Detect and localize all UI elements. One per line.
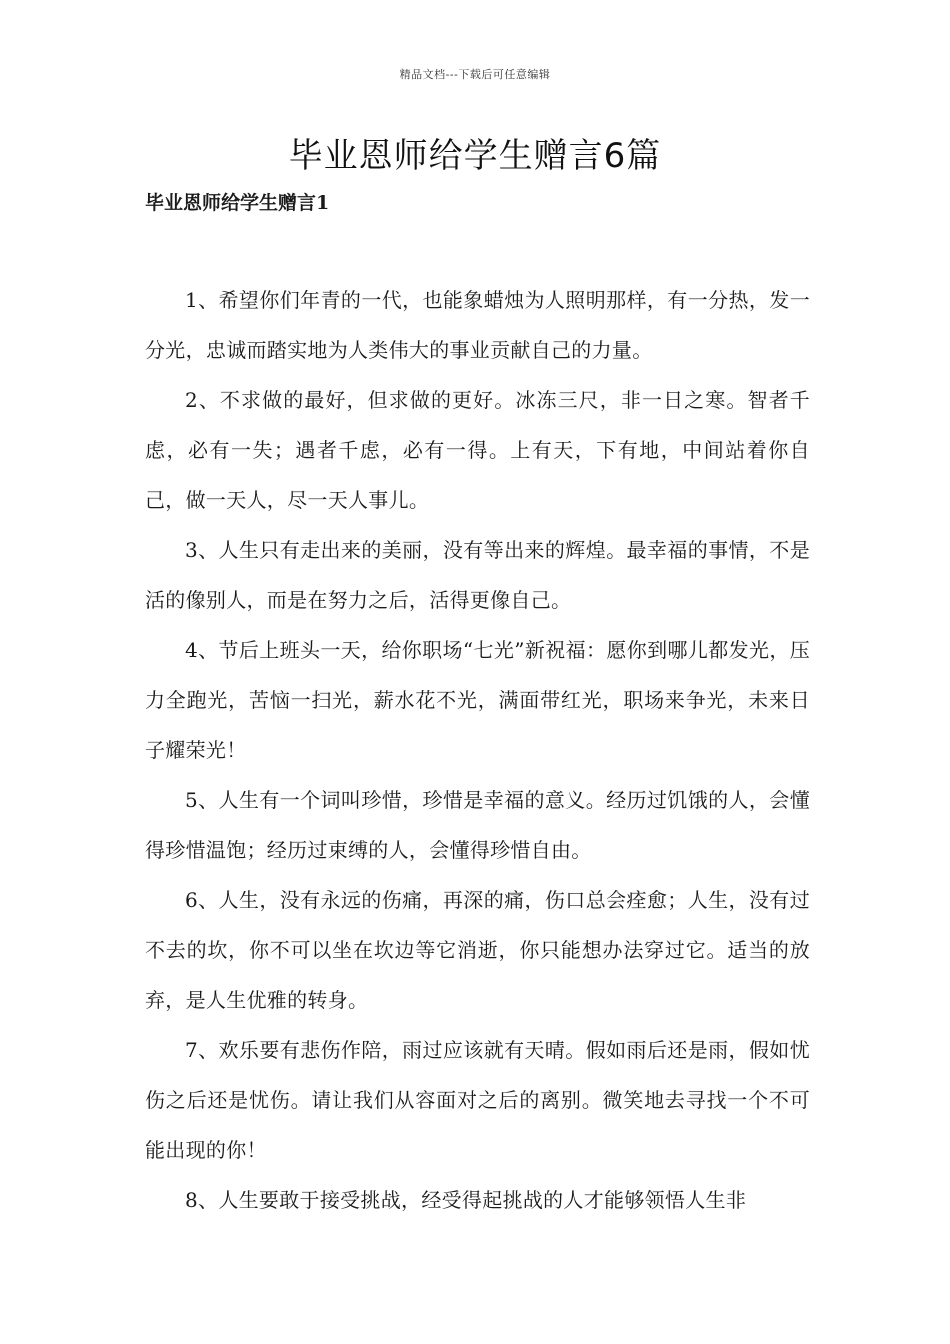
section-title: 毕业恩师给学生赠言1 (145, 192, 330, 214)
paragraph-4: 4、节后上班头一天，给你职场“七光”新祝福：愿你到哪儿都发光，压力全跑光，苦恼一扫光，薪水花不光，满面带红光，职场来争光，未来日子耀荣光！ (145, 638, 810, 762)
paragraph-6: 6、人生，没有永远的伤痛，再深的痛，伤口总会痊愈；人生，没有过不去的坎，你不可以坐在坎边等它消逝，你只能想办法穿过它。适当的放弃，是人生优雅的转身。 (145, 888, 810, 1012)
paragraph-1: 1、希望你们年青的一代，也能象蜡烛为人照明那样，有一分热，发一分光，忠诚而踏实地为人类伟大的事业贡献自己的力量。 (145, 288, 810, 362)
document-title: 毕业恩师给学生赠言6篇 (288, 136, 662, 176)
paragraph-2: 2、不求做的最好，但求做的更好。冰冻三尺，非一日之寒。智者千虑，必有一失；遇者千虑，必有一得。上有天，下有地，中间站着你自己，做一天人，尽一天人事儿。 (145, 388, 810, 512)
paragraph-8: 8、人生要敢于接受挑战，经受得起挑战的人才能够领悟人生非 (185, 1188, 747, 1212)
paragraph-3: 3、人生只有走出来的美丽，没有等出来的辉煌。最幸福的事情，不是活的像别人，而是在努力之后，活得更像自己。 (145, 538, 810, 612)
paragraph-7: 7、欢乐要有悲伤作陪，雨过应该就有天晴。假如雨后还是雨，假如忧伤之后还是忧伤。请让我们从容面对之后的离别。微笑地去寻找一个不可能出现的你！ (145, 1038, 810, 1162)
paragraph-5: 5、人生有一个词叫珍惜，珍惜是幸福的意义。经历过饥饿的人，会懂得珍惜温饱；经历过束缚的人，会懂得珍惜自由。 (145, 788, 810, 862)
header-note: 精品文档---下载后可任意编辑 (399, 68, 551, 81)
document-body (145, 275, 810, 1225)
